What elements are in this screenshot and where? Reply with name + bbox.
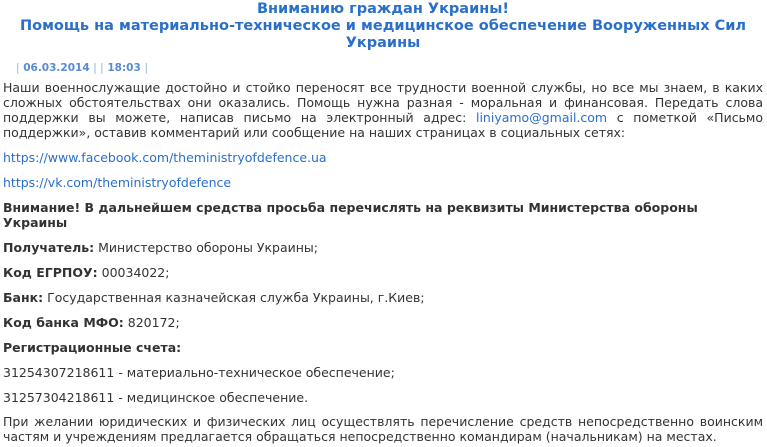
bank-label: Банк:: [3, 290, 44, 305]
meta-separator: |: [16, 62, 20, 74]
article-meta: [16, 62, 763, 75]
publish-date: 06.03.2014: [23, 62, 90, 74]
intro-text: Наши военнослужащие достойно и стойко переносят все трудности военной службы, но все мы знаем, в каких сложных обстоятельствах они оказались. Помощь нужна разная - моральная и финансовая. Передать слова поддержки вы можете, написав письмо на электронный адрес:: [3, 80, 763, 125]
edrpou-label: Код ЕГРПОУ:: [3, 265, 98, 280]
bank-value: Государственная казначейская служба Украины, г.Киев;: [43, 290, 425, 305]
notice-text: Внимание! В дальнейшем средства просьба перечислять на реквизиты Министерства обороны Украины: [3, 200, 698, 230]
intro-paragraph: [3, 80, 763, 140]
meta-separator: | |: [93, 62, 104, 74]
article-title-line2: Помощь на материально-техническое и медицинское обеспечение Вооруженных Сил Украины: [19, 18, 747, 51]
facebook-link[interactable]: https://www.facebook.com/theministryofdefence.ua: [3, 150, 327, 165]
recipient-row: [3, 240, 763, 255]
edrpou-row: [3, 265, 763, 280]
article-title-line1: Вниманию граждан Украины!: [256, 1, 509, 17]
account-2: 31257304218611 - медицинское обеспечение.: [3, 390, 309, 405]
publish-time: 18:03: [107, 62, 141, 74]
vk-link[interactable]: https://vk.com/theministryofdefence: [3, 175, 232, 190]
mfo-value: 820172;: [123, 315, 180, 330]
closing-paragraph: При желании юридических и физических лиц осуществлять перечисление средств непосредственно воинским частям и учреждениям предлагается обращаться непосредственно командирам (начальникам) на местах.: [3, 414, 763, 444]
mfo-row: [3, 315, 763, 330]
recipient-value: Министерство обороны Украины;: [94, 240, 318, 255]
article: [3, 0, 763, 444]
accounts-label: Регистрационные счета:: [3, 340, 182, 355]
mfo-label: Код банка МФО:: [3, 315, 124, 330]
article-title: [3, 1, 763, 52]
account-1: 31254307218611 - материально-техническое обеспечение;: [3, 365, 395, 380]
intro-tail: с пометкой «Письмо поддержки», оставив комментарий или сообщение на наших страницах в социальных сетях:: [3, 110, 764, 140]
email-link[interactable]: liniyamo@gmail.com: [475, 110, 608, 125]
edrpou-value: 00034022;: [97, 265, 170, 280]
meta-separator: |: [144, 62, 149, 74]
bank-row: [3, 290, 763, 305]
recipient-label: Получатель:: [3, 240, 95, 255]
